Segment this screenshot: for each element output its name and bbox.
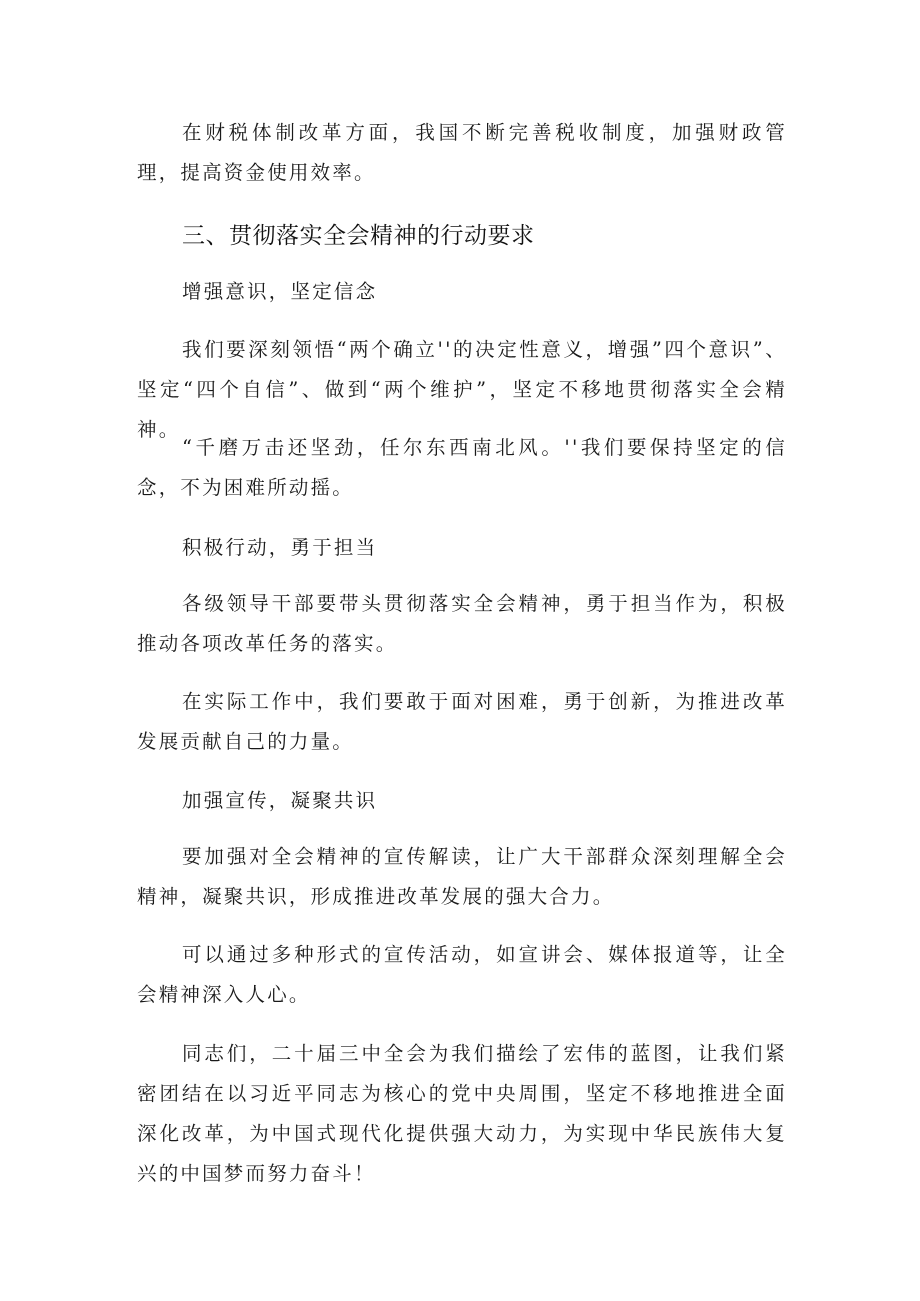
paragraph-awareness-1: 我们要深刻领悟“两个确立''的决定性意义，增强”四个意识”、坚定“四个自信”、做到“两个维护”，坚定不移地贯彻落实全会精神。 (137, 338, 787, 441)
section-heading: 三、贯彻落实全会精神的行动要求 (182, 223, 535, 249)
paragraph-action-2: 在实际工作中，我们要敢于面对困难，勇于创新，为推进改革发展贡献自己的力量。 (137, 690, 787, 753)
paragraph-publicity-2: 可以通过多种形式的宣传活动，如宣讲会、媒体报道等，让全会精神深入人心。 (137, 943, 787, 1006)
subheading-publicity: 加强宣传，凝聚共识 (182, 789, 378, 812)
subheading-awareness: 增强意识，坚定信念 (182, 280, 378, 303)
paragraph-awareness-2: “千磨万击还坚劲，任尔东西南北风。''我们要保持坚定的信念，不为困难所动摇。 (137, 436, 787, 499)
paragraph-finance-reform: 在财税体制改革方面，我国不断完善税收制度，加强财政管理，提高资金使用效率。 (137, 121, 787, 184)
paragraph-publicity-1: 要加强对全会精神的宣传解读，让广大干部群众深刻理解全会精神，凝聚共识，形成推进改革发展的强大合力。 (137, 845, 787, 908)
paragraph-closing: 同志们，二十届三中全会为我们描绘了宏伟的蓝图，让我们紧密团结在以习近平同志为核心的党中央周围，坚定不移地推进全面深化改革，为中国式现代化提供强大动力，为实现中华民族伟大复兴的中国梦而努力奋斗！ (137, 1042, 787, 1185)
subheading-action: 积极行动，勇于担当 (182, 536, 378, 559)
paragraph-action-1: 各级领导干部要带头贯彻落实全会精神，勇于担当作为，积极推动各项改革任务的落实。 (137, 592, 787, 655)
